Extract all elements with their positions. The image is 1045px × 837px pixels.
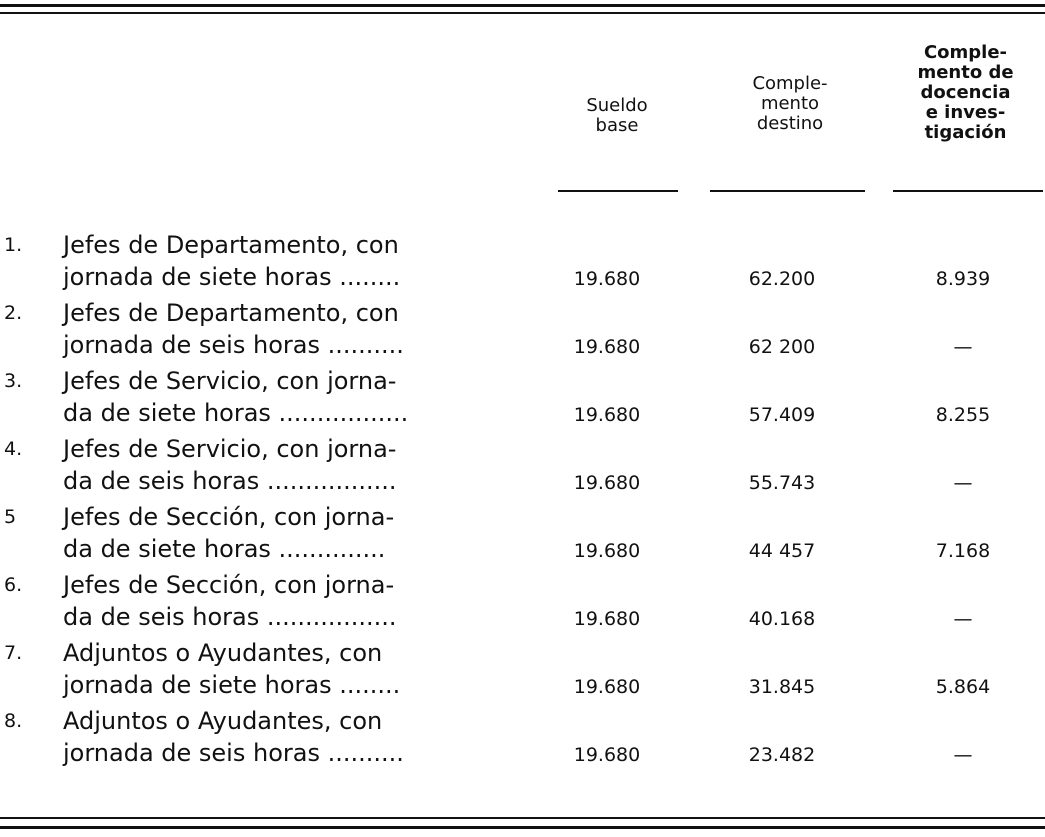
row-label	[63, 365, 543, 429]
bottom-rule	[0, 817, 1045, 819]
bottom-rule-secondary	[0, 826, 1045, 829]
row-label-line2: da de siete horas .................	[63, 399, 409, 427]
cell-complemento-destino: 23.482	[748, 744, 816, 766]
cell-complemento-docencia: 5.864	[935, 676, 991, 698]
row-label-line2: da de siete horas ..............	[63, 535, 386, 563]
cell-complemento-docencia: 7.168	[935, 540, 991, 562]
header-sueldo-base: Sueldo base	[586, 95, 648, 136]
cell-complemento-docencia: 8.939	[935, 268, 991, 290]
header-rule-sueldo	[558, 190, 678, 192]
cell-complemento-destino: 62.200	[748, 268, 816, 290]
row-label-line1: Jefes de Servicio, con jorna-	[63, 435, 397, 463]
row-label-line2: jornada de seis horas ..........	[63, 739, 404, 767]
cell-complemento-docencia: —	[953, 744, 973, 766]
row-number: 2.	[4, 302, 23, 324]
row-label-line1: Jefes de Servicio, con jorna-	[63, 367, 397, 395]
table-row	[0, 497, 1045, 565]
row-label	[63, 501, 543, 565]
row-label	[63, 569, 543, 633]
cell-complemento-docencia: —	[953, 472, 973, 494]
row-label	[63, 433, 543, 497]
cell-complemento-destino: 44 457	[748, 540, 816, 562]
row-number: 8.	[4, 710, 23, 732]
cell-complemento-destino: 55.743	[748, 472, 816, 494]
row-label-line1: Jefes de Departamento, con	[63, 231, 399, 259]
row-label-line1: Jefes de Sección, con jorna-	[63, 571, 395, 599]
cell-sueldo-base: 19.680	[573, 608, 641, 630]
table-row	[0, 429, 1045, 497]
header-rule-docencia	[893, 190, 1043, 192]
cell-complemento-destino: 40.168	[748, 608, 816, 630]
row-number: 5	[4, 506, 17, 528]
row-label	[63, 705, 543, 769]
cell-complemento-docencia: —	[953, 336, 973, 358]
table-row	[0, 701, 1045, 769]
table-row	[0, 225, 1045, 293]
cell-complemento-destino: 57.409	[748, 404, 816, 426]
table-row	[0, 633, 1045, 701]
cell-sueldo-base: 19.680	[573, 744, 641, 766]
top-rule	[0, 4, 1045, 7]
row-label-line1: Jefes de Sección, con jorna-	[63, 503, 395, 531]
table-row	[0, 361, 1045, 429]
cell-complemento-destino: 62 200	[748, 336, 816, 358]
cell-sueldo-base: 19.680	[573, 540, 641, 562]
header-rule-destino	[710, 190, 865, 192]
cell-sueldo-base: 19.680	[573, 676, 641, 698]
row-label-line2: da de seis horas .................	[63, 603, 397, 631]
header-complemento-docencia: Comple- mento de docencia e inves- tigación	[917, 42, 1014, 143]
row-label-line1: Jefes de Departamento, con	[63, 299, 399, 327]
cell-complemento-destino: 31.845	[748, 676, 816, 698]
cell-sueldo-base: 19.680	[573, 472, 641, 494]
row-number: 6.	[4, 574, 23, 596]
cell-sueldo-base: 19.680	[573, 404, 641, 426]
row-number: 3.	[4, 370, 23, 392]
row-label	[63, 229, 543, 293]
row-label-line2: jornada de seis horas ..........	[63, 331, 404, 359]
row-label	[63, 297, 543, 361]
row-label	[63, 637, 543, 701]
cell-complemento-docencia: —	[953, 608, 973, 630]
table-row	[0, 565, 1045, 633]
row-number: 1.	[4, 234, 23, 256]
row-label-line1: Adjuntos o Ayudantes, con	[63, 639, 383, 667]
row-number: 7.	[4, 642, 23, 664]
salary-table-body	[0, 225, 1045, 769]
table-row	[0, 293, 1045, 361]
row-label-line1: Adjuntos o Ayudantes, con	[63, 707, 383, 735]
cell-sueldo-base: 19.680	[573, 268, 641, 290]
cell-sueldo-base: 19.680	[573, 336, 641, 358]
row-label-line2: da de seis horas .................	[63, 467, 397, 495]
cell-complemento-docencia: 8.255	[935, 404, 991, 426]
top-rule-secondary	[0, 12, 1045, 14]
header-complemento-destino: Comple- mento destino	[752, 73, 828, 134]
row-label-line2: jornada de siete horas ........	[63, 263, 401, 291]
row-number: 4.	[4, 438, 23, 460]
row-label-line2: jornada de siete horas ........	[63, 671, 401, 699]
